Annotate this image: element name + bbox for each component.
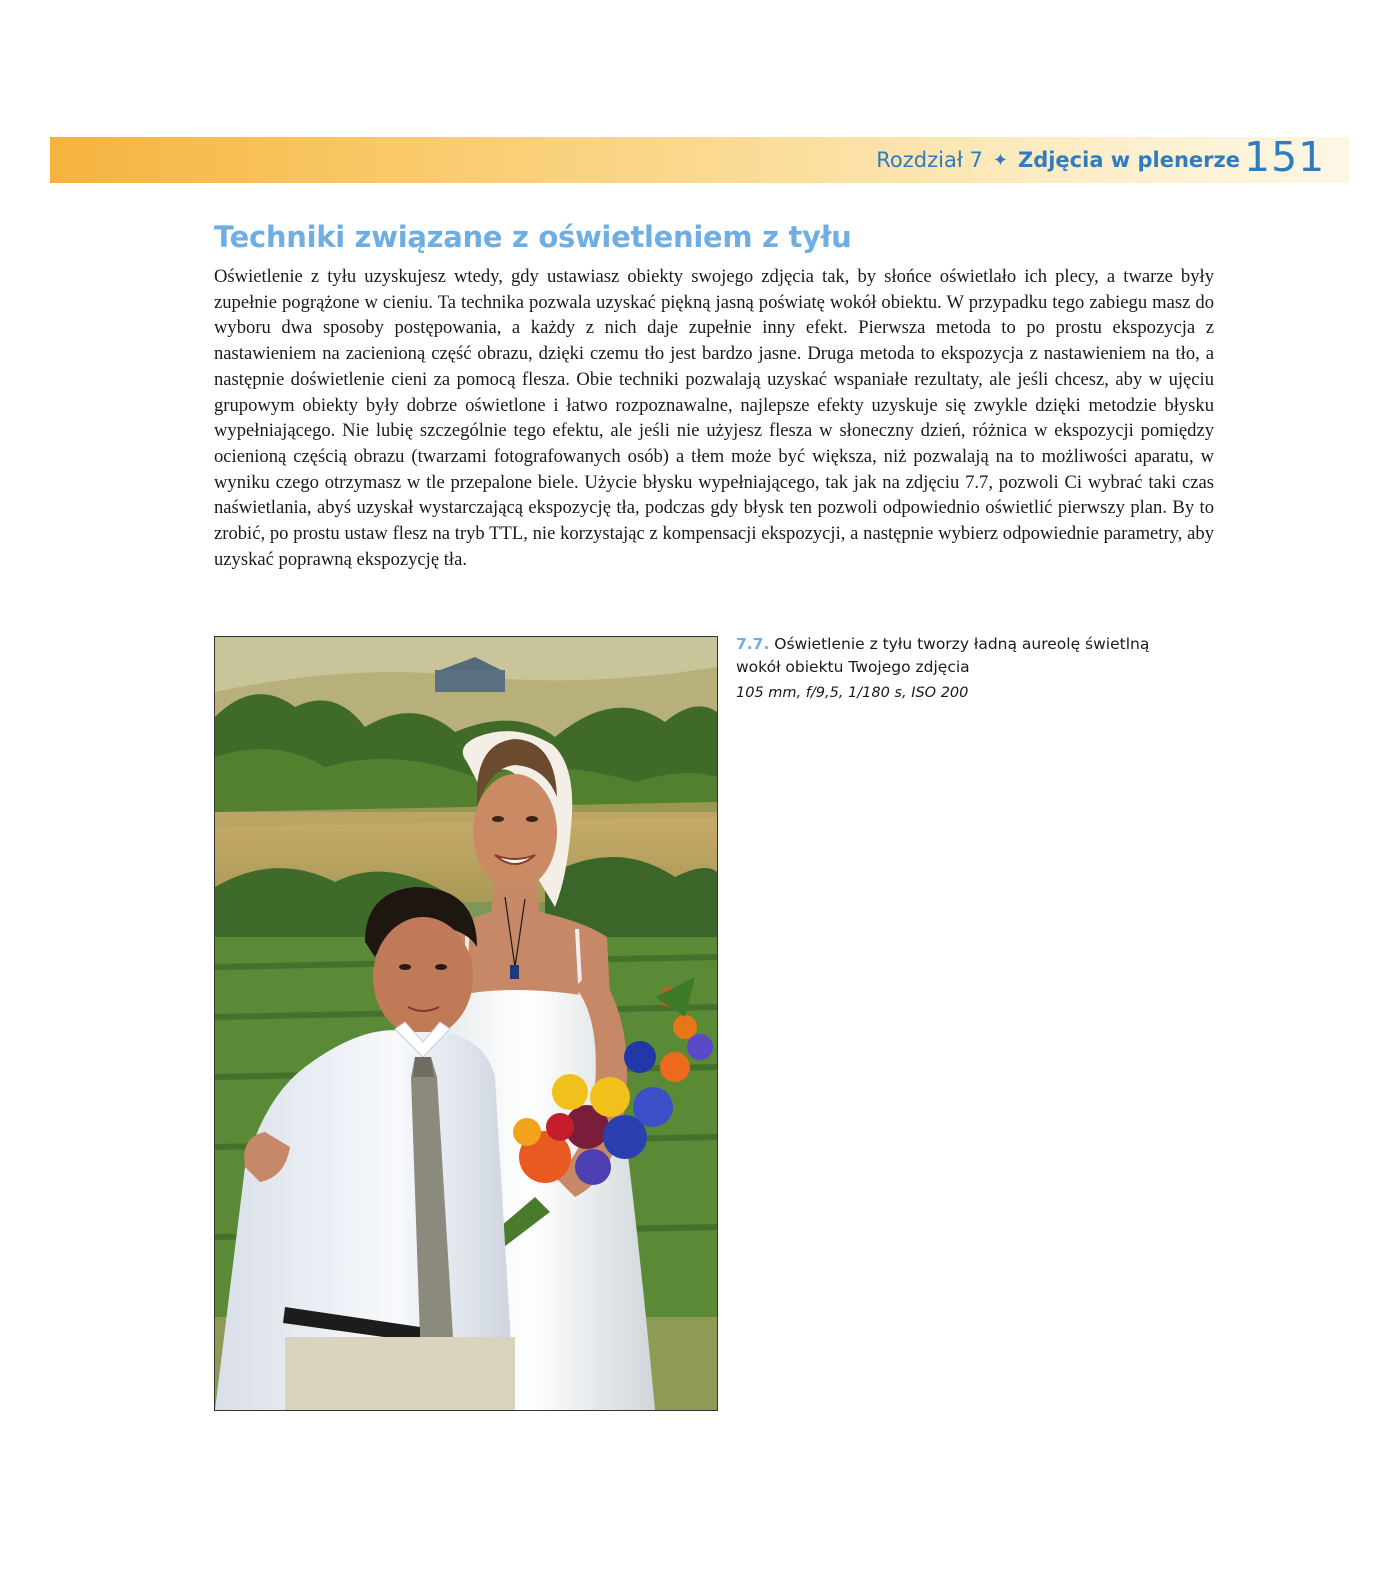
- figure-number: 7.7.: [736, 635, 770, 653]
- figure-exif: 105 mm, f/9,5, 1/180 s, ISO 200: [736, 685, 969, 701]
- wedding-photo: [214, 636, 718, 1411]
- section-heading: Techniki związane z oświetleniem z tyłu: [214, 220, 852, 254]
- page-number: 151: [1244, 133, 1326, 181]
- body-paragraph: Oświetlenie z tyłu uzyskujesz wtedy, gdy ustawiasz obiekty swojego zdjęcia tak, by słońce oświetlało ich plecy, a twarze były zupełnie pogrążone w cieniu. Ta technika pozwala uzyskać piękną jasną poświatę wokół obiektu. W przypadku tego zabiegu masz do wyboru dwa sposoby postępowania, a każdy z nich daje zupełnie inny efekt. Pierwsza metoda to po prostu ekspozycja z nastawieniem na zacienioną część obrazu, dzięki czemu tło jest bardzo jasne. Druga metoda to ekspozycja z nastawieniem na tło, a następnie doświetlenie cieni za pomocą flesza. Obie techniki pozwalają uzyskać wspaniałe rezultaty, ale jeśli chcesz, aby w ujęciu grupowym obiekty były dobrze oświetlone i łatwo rozpoznawalne, najlepsze efekty uzyskuje się zwykle dzięki metodzie błysku wypełniającego. Nie lubię szczególnie tego efektu, ale jeśli nie użyjesz flesza w słoneczny dzień, różnica w ekspozycji pomiędzy ocienioną częścią obrazu (twarzami fotografowanych osób) a tłem może być większa, niż pozwalają na to możliwości aparatu, w wyniku czego otrzymasz w tle przepalone biele. Użycie błysku wypełniającego, tak jak na zdjęciu 7.7, pozwoli Ci wybrać taki czas naświetlania, abyś uzyskał wystarczającą ekspozycję tła, podczas gdy błysk ten pozwoli odpowiednio oświetlić pierwszy plan. By to zrobić, po prostu ustaw flesz na tryb TTL, nie korzystając z kompensacji ekspozycji, a następnie wybierz odpowiednie parametry, aby uzyskać poprawną ekspozycję tła.: [214, 266, 1214, 570]
- figure-caption-text: Oświetlenie z tyłu tworzy ładną aureolę świetlną wokół obiektu Twojego zdjęcia: [736, 635, 1150, 676]
- chapter-title: Zdjęcia w plenerze: [1017, 148, 1240, 172]
- chapter-label: Rozdział 7: [876, 148, 983, 172]
- running-head: [876, 140, 1240, 180]
- separator-icon: ✦: [992, 149, 1008, 171]
- figure-caption: [736, 633, 1196, 705]
